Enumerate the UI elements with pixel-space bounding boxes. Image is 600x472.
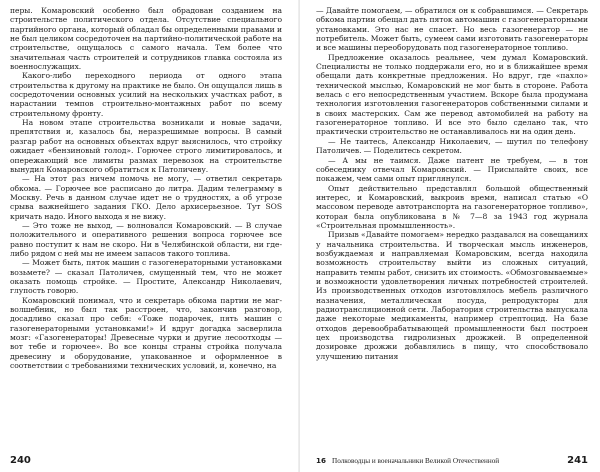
- paragraph: Какого-либо переходного периода от одного этапа строительства к другому на практике не было. Он ощущался лишь в сосредоточении основных усилий на нескольких участках работ, в нарастании темпов строительно-монтажных работ по всему строительному фронту.: [10, 71, 282, 118]
- page-number-left: 240: [10, 455, 31, 466]
- paragraph: — Не таитесь, Александр Николаевич, — шутил по телефону Патоличев. — Поделитесь секретом.: [316, 136, 588, 156]
- paragraph: Комаровский понимал, что и секретарь обкома партии не маг-волшебник, но был так расстроен, что, закончив разговор, досадливо сказал про себя: «Тоже подарочек, пять машин с газогенераторными установками!» И вдруг догадка засверлила мозг: «Газогенераторы! Древесные чурки и другие лесоотходы — вот тебе и горючее». Во все концы страны стройка получала древесину и оборудование, упакованное и оформленное в соответствии с требованиями технических условий, и, конечно, на: [10, 295, 282, 371]
- paragraph: Предложение оказалось реальнее, чем думал Комаровский. Специалисты не только поддержали его, но и в ближайшее время обещали дать конкретные предложения. Но вдруг, где «пахло» технической мыслью, Комаровский не мог быть в стороне. Работа велась с его непосредственным участием. Вскоре была продумана технология изготовления газогенераторов собственными силами и в своих мастерских. Сам же перевод автомобилей на работу на газогенераторное топливо. И все это было сделано так, что практически строительство не останавливалось ни на один день.: [316, 52, 588, 137]
- left-page-text: [10, 6, 282, 370]
- paragraph: — А мы не таимся. Даже патент не требуем, — в тон собеседнику отвечал Комаровский. — Присылайте своих, все покажем, чем сами опыт приглянулся.: [316, 155, 588, 184]
- left-page: [10, 6, 282, 468]
- signature-mark: 16: [316, 456, 327, 465]
- book-gutter: [298, 0, 300, 472]
- paragraph: Опыт действительно представлял большой общественный интерес, и Комаровский, выкроив время, написал статью «О массовом переводе автотранспорта на газогенераторное топливо», которая была опубликована в № 7—8 за 1943 год журнала «Строительная промышленность».: [316, 183, 588, 230]
- right-page: [316, 6, 588, 468]
- paragraph: Призыв «Давайте помогаем» нередко раздавался на совещаниях у начальника строительства. И творческая мысль инженеров, возбуждаемая и направляемая Комаровским, всегда находила возможность строительству выйти из сложных ситуаций, направить темпы работ, снизить их стоимость. «Обмозговываемые» и возможности удовлетворения личных потребностей строителей. Из производственных отходов изготовлялось мебель различного назначения, металлическая посуда, репродукторы для радиотрансляционной сети. Лаборатория строительства выпускала даже некоторые медикаменты, например стрептоцид. На базе отходов деревообрабатывающей промышленности был построен цех производства гидролизных дрожжей. В определенной дозировке дрожжи добавлялись в пищу, что способствовало улучшению питания: [316, 230, 588, 361]
- paragraph: — Давайте помогаем, — обратился он к собравшимся. — Секретарь обкома партии обещал дать пяток автомашин с газогенераторными установками. Это нас не спасет. Но весь газогенератор — не потребитель. Может быть, сумеем сами изготовить газогенераторы и все машины переоборудовать под газогенераторное топливо.: [316, 6, 588, 53]
- paragraph: — На этот раз ничем помочь не могу, — ответил секретарь обкома. — Горючее все расписано до литра. Дадим телеграмму в Москву. Речь в данном случае идет не о трудностях, а об угрозе срыва важнейшего задания ГКО. Дело архисерьезное. Тут SOS кричать надо. Иного выхода я не вижу.: [10, 174, 282, 221]
- paragraph: — Это тоже не выход, — волновался Комаровский. — В случае положительного и оперативного решения вопроса горючее все равно поступит к нам не скоро. Ни в Челябинской области, ни где-либо рядом с ней мы не имеем запасов такого топлива.: [10, 220, 282, 258]
- right-page-text: [316, 6, 588, 361]
- running-footer: [316, 456, 546, 465]
- paragraph: На новом этапе строительства возникали и новые задачи, препятствия и, казалось бы, неразрешимые вопросы. В самый разгар работ на основных объектах вдруг выяснилось, что стройку ожидает «бензиновый голод». Горючее строго лимитировалось, и опережающий все лимиты размах перевозок на строительстве вынудил Комаровского обратиться к Патоличеву.: [10, 118, 282, 174]
- page-number-right: 241: [567, 455, 588, 466]
- paragraph: перы. Комаровский особенно был обрадован созданием на строительстве политического отдела. Отсутствие специального партийного органа, который обладал бы определенными правами и не был целиком сосредоточен на партийно-политической работе на строительстве, ощущалось с самого начала. Тем более что значительная часть строителей и сотрудников главка состояла из военнослужащих.: [10, 6, 282, 72]
- paragraph: — Может быть, пяток машин с газогенераторными установками возьмете? — сказал Патоличев, смущенный тем, что не может оказать помощь стройке. — Простите, Александр Николаевич, глупость говорю.: [10, 258, 282, 296]
- footer-title: Полководцы и военачальники Великой Отечественной: [332, 457, 500, 465]
